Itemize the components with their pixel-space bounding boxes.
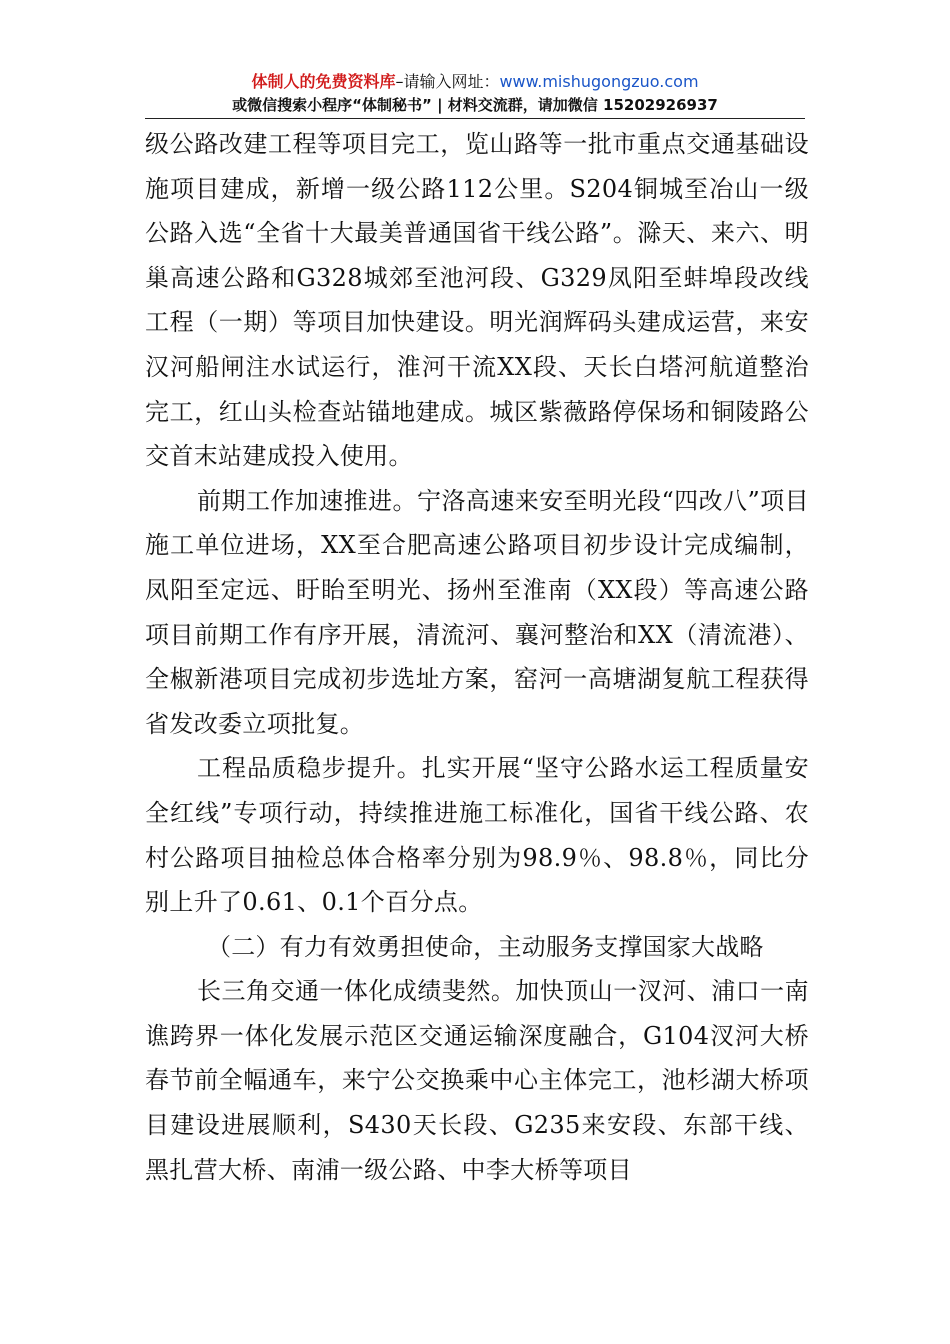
section-heading: （二）有力有效勇担使命，主动服务支撑国家大战略 <box>207 932 764 961</box>
website-link[interactable]: www.mishugongzuo.com <box>499 72 699 91</box>
page-header <box>145 70 805 116</box>
brand-title: 体制人的免费资料库 <box>251 72 396 91</box>
paragraph-3: 工程品质稳步提升。扎实开展“坚守公路水运工程质量安全红线”专项行动，持续推进施工标准化，国省干线公路、农村公路项目抽检总体合格率分别为98.9％、98.8％，同比分别上升了0.61、0.1个百分点。 <box>145 754 809 917</box>
header-line-1 <box>145 70 805 94</box>
paragraph-2: 前期工作加速推进。宁洛高速来安至明光段“四改八”项目施工单位进场，XX至合肥高速公路项目初步设计完成编制，凤阳至定远、盱眙至明光、扬州至淮南（XX段）等高速公路项目前期工作有序开展，清流河、襄河整治和XX（清流港）、全椒新港项目完成初步选址方案，窑河一高塘湖复航工程获得省发改委立项批复。 <box>145 486 809 738</box>
header-divider <box>145 118 805 119</box>
paragraph-4: 长三角交通一体化成绩斐然。加快顶山一汊河、浦口一南谯跨界一体化发展示范区交通运输深度融合，G104汊河大桥春节前全幅通车，来宁公交换乘中心主体完工，池杉湖大桥项目建设进展顺利，S430天长段、G235来安段、东部干线、黑扎营大桥、南浦一级公路、中李大桥等项目 <box>145 977 809 1184</box>
document-body <box>145 122 809 1192</box>
header-line-2: 或微信搜索小程序“体制秘书” | 材料交流群，请加微信 15202926937 <box>232 96 718 114</box>
url-prompt: –请输入网址： <box>395 72 500 91</box>
paragraph-1: 级公路改建工程等项目完工，览山路等一批市重点交通基础设施项目建成，新增一级公路112公里。S204铜城至冶山一级公路入选“全省十大最美普通国省干线公路”。滁天、来六、明巢高速公路和G328城郊至池河段、G329凤阳至蚌埠段改线工程（一期）等项目加快建设。明光润辉码头建成运营，来安汉河船闸注水试运行，淮河干流XX段、天长白塔河航道整治完工，红山头检查站锚地建成。城区紫薇路停保场和铜陵路公交首末站建成投入使用。 <box>145 130 809 471</box>
